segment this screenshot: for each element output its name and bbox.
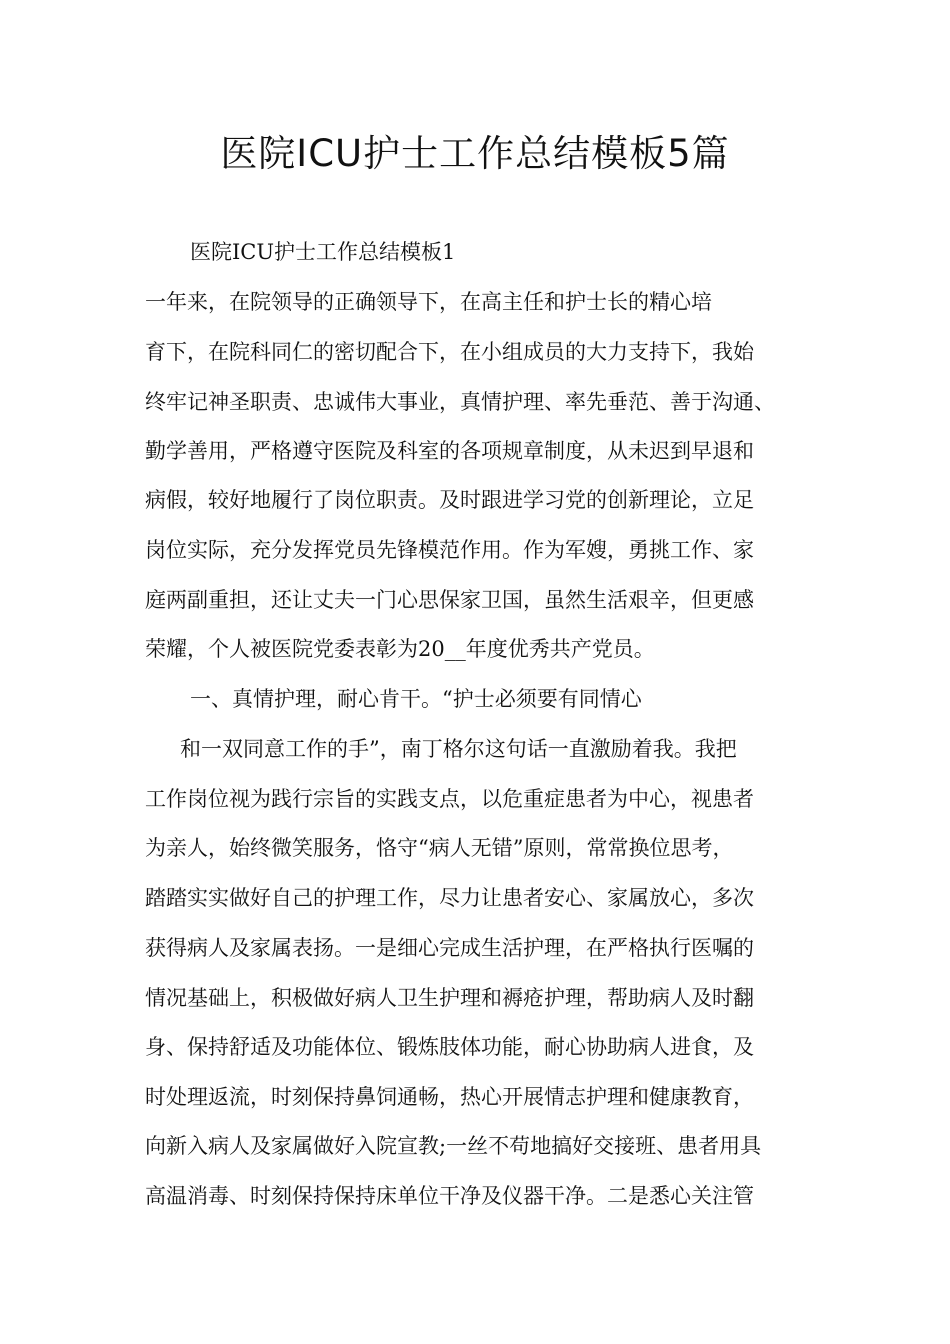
paragraph-line-19: 高温消毒、时刻保持保持床单位干净及仪器干净。二是悉心关注管 [145,1184,754,1208]
paragraph-line-3: 终牢记神圣职责、忠诚伟大事业，真情护理、率先垂范、善于沟通、 [145,390,775,414]
paragraph-line-14: 获得病人及家属表扬。一是细心完成生活护理，在严格执行医嘱的 [145,936,754,960]
section-one-heading-line: 一、真情护理，耐心肯干。“护士必须要有同情心 [190,687,642,711]
paragraph-line-11: 工作岗位视为践行宗旨的实践支点，以危重症患者为中心，视患者 [145,787,754,811]
section-heading: 医院ICU护士工作总结模板1 [190,240,456,264]
paragraph-line-15: 情况基础上，积极做好病人卫生护理和褥疮护理，帮助病人及时翻 [145,986,754,1010]
paragraph-line-18: 向新入病人及家属做好入院宣教;一丝不苟地搞好交接班、患者用具 [145,1134,762,1158]
paragraph-line-13: 踏踏实实做好自己的护理工作，尽力让患者安心、家属放心，多次 [145,886,754,910]
document-title: 医院ICU护士工作总结模板5篇 [220,132,730,175]
paragraph-line-5: 病假，较好地履行了岗位职责。及时跟进学习党的创新理论，立足 [145,488,754,512]
paragraph-line-17: 时处理返流，时刻保持鼻饲通畅，热心开展情志护理和健康教育， [145,1085,754,1109]
paragraph-line-10: 和一双同意工作的手”，南丁格尔这句话一直激励着我。我把 [180,737,737,761]
paragraph-line-1: 一年来，在院领导的正确领导下，在高主任和护士长的精心培 [145,290,712,314]
paragraph-line-7: 庭两副重担，还让丈夫一门心思保家卫国，虽然生活艰辛，但更感 [145,588,754,612]
paragraph-line-4: 勤学善用，严格遵守医院及科室的各项规章制度，从未迟到早退和 [145,439,754,463]
paragraph-line-2: 育下，在院科同仁的密切配合下，在小组成员的大力支持下，我始 [145,340,754,364]
paragraph-line-6: 岗位实际，充分发挥党员先锋模范作用。作为军嫂，勇挑工作、家 [145,538,754,562]
paragraph-line-8: 荣耀，个人被医院党委表彰为20__年度优秀共产党员。 [145,637,655,661]
paragraph-line-16: 身、保持舒适及功能体位、锻炼肢体功能，耐心协助病人进食，及 [145,1035,754,1059]
paragraph-line-12: 为亲人，始终微笑服务，恪守“病人无错”原则，常常换位思考， [145,836,734,860]
